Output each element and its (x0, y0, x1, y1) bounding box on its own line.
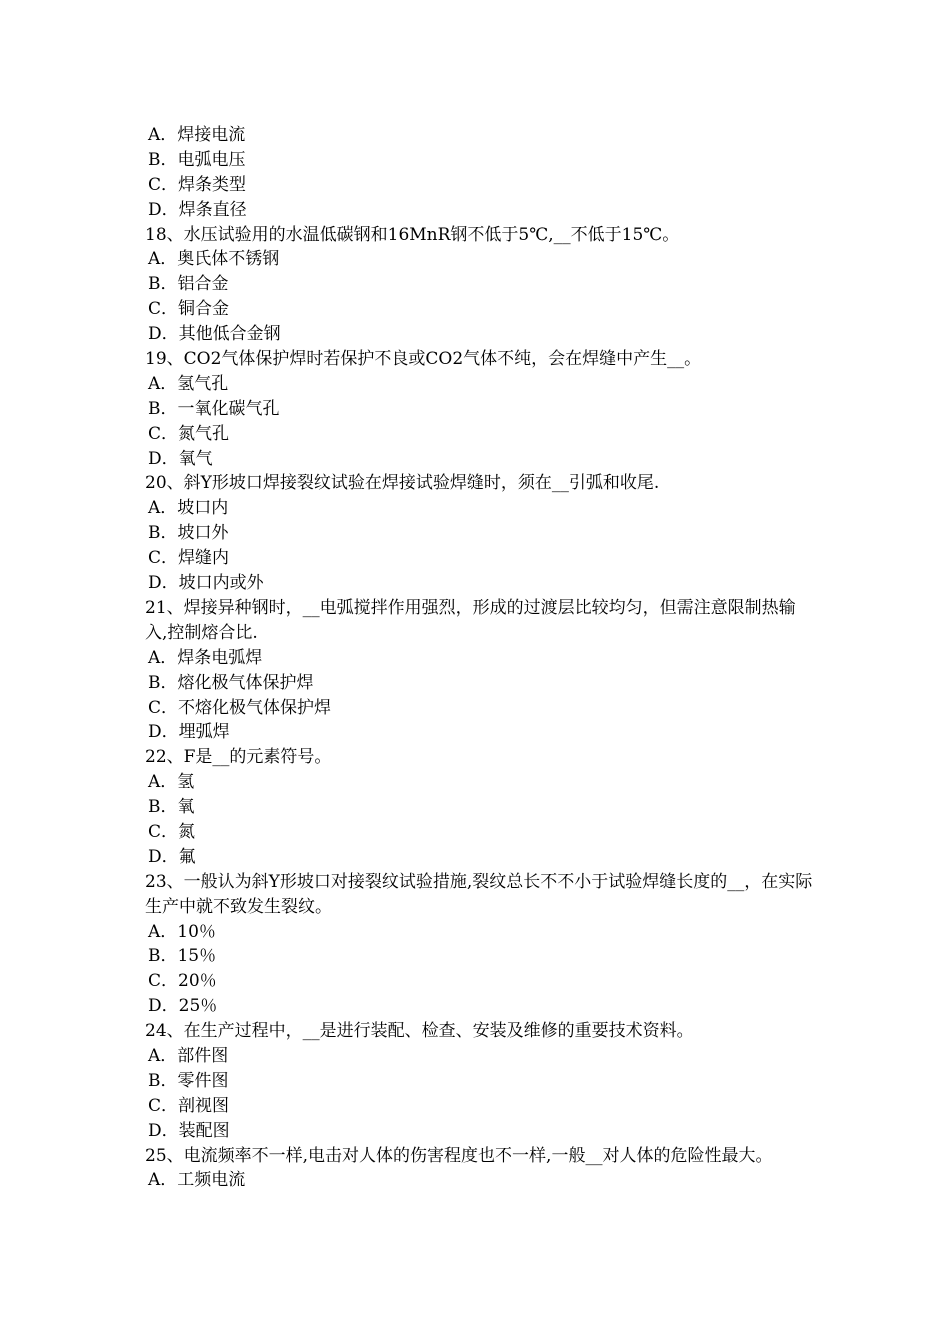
option: C．焊条类型 (148, 174, 247, 195)
option: D．焊条直径 (148, 199, 247, 220)
option: C．剖视图 (148, 1095, 230, 1116)
option: A．氢 (148, 772, 195, 793)
option: D．装配图 (148, 1120, 230, 1141)
question-23: 23、一般认为斜Y形坡口对接裂纹试验措施,裂纹总长不不小于试验焊缝长度的__，在实际生产中就不致发生裂纹。 (145, 871, 813, 917)
option: A．焊条电弧焊 (148, 647, 263, 668)
question-21: 21、焊接异种钢时，__电弧搅拌作用强烈，形成的过渡层比较均匀，但需注意限制热输入,控制熔合比. (145, 597, 796, 643)
option: B．电弧电压 (148, 149, 246, 170)
option: A．氢气孔 (148, 373, 229, 394)
option: D．其他低合金钢 (148, 324, 281, 345)
option: B．一氧化碳气孔 (148, 398, 280, 419)
option: C．焊缝内 (148, 548, 230, 569)
option: A．焊接电流 (148, 125, 246, 145)
question-24: 24、在生产过程中，__是进行装配、检查、安装及维修的重要技术资料。 (145, 1021, 694, 1042)
option: B．零件图 (148, 1070, 229, 1091)
option: B．氧 (148, 797, 195, 818)
option: D．25％ (148, 996, 218, 1017)
option: D．氟 (148, 846, 196, 867)
question-25: 25、电流频率不一样,电击对人体的伤害程度也不一样,一般__对人体的危险性最大。 (145, 1145, 773, 1166)
option: B．熔化极气体保护焊 (148, 672, 314, 693)
option: D．氧气 (148, 448, 213, 469)
option: A．坡口内 (148, 498, 229, 519)
option: A．奥氏体不锈钢 (148, 249, 280, 270)
option: A．10％ (148, 921, 216, 942)
option: C．铜合金 (148, 299, 230, 320)
option: C．20％ (148, 971, 217, 992)
option: D．埋弧焊 (148, 722, 230, 743)
option: B．15％ (148, 946, 217, 967)
option: C．不熔化极气体保护焊 (148, 697, 332, 718)
option: D．坡口内或外 (148, 573, 264, 594)
question-18: 18、水压试验用的水温低碳钢和16MnR钢不低于5℃,__不低于15℃。 (145, 224, 680, 245)
question-22: 22、F是__的元素符号。 (145, 747, 332, 768)
option: A．部件图 (148, 1046, 229, 1067)
option: B．铝合金 (148, 274, 229, 295)
option: C．氮 (148, 821, 196, 842)
question-19: 19、CO2气体保护焊时若保护不良或CO2气体不纯，会在焊缝中产生__。 (145, 349, 702, 370)
question-20: 20、斜Y形坡口焊接裂纹试验在焊接试验焊缝时，须在__引弧和收尾. (145, 473, 660, 494)
option: B．坡口外 (148, 523, 229, 544)
question-list (145, 123, 813, 1193)
option: C．氮气孔 (148, 423, 230, 444)
option: A．工频电流 (148, 1170, 246, 1191)
